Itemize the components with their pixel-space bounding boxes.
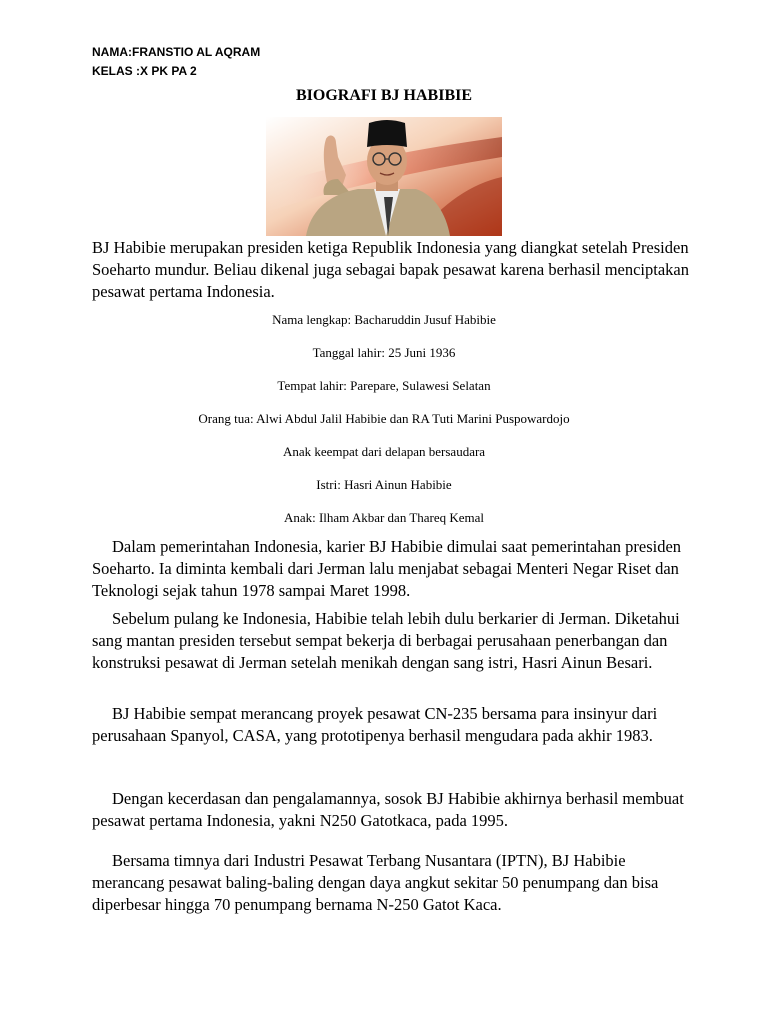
paragraph-cn235: BJ Habibie sempat merancang proyek pesawat CN-235 bersama para insinyur dari perusahaan Spanyol, CASA, yang prototipenya berhasil mengudara pada akhir 1983. [92,704,658,745]
fact-birth-date: Tanggal lahir: 25 Juni 1936 [312,345,456,360]
fact-children: Anak: Ilham Akbar dan Thareq Kemal [283,510,485,525]
fact-siblings: Anak keempat dari delapan bersaudara [282,444,486,459]
student-header [92,43,260,81]
portrait-photo [266,117,502,236]
paragraph-n250: Dengan kecerdasan dan pengalamannya, sosok BJ Habibie akhirnya berhasil membuat pesawat pertama Indonesia, yakni N250 Gatotkaca, pada 1995. [92,789,684,830]
fact-full-name: Nama lengkap: Bacharuddin Jusuf Habibie [272,312,496,327]
fact-parents: Orang tua: Alwi Abdul Jalil Habibie dan RA Tuti Marini Puspowardojo [198,411,570,426]
student-class: KELAS :X PK PA 2 [92,64,197,78]
document-title: BIOGRAFI BJ HABIBIE [295,87,473,104]
paragraph-iptn: Bersama timnya dari Industri Pesawat Terbang Nusantara (IPTN), BJ Habibie merancang pesawat baling-baling dengan daya angkut sekitar 50 penumpang dan bisa diperbesar hingga 70 penumpang bernama N-250 Gatot Kaca. [92,851,659,914]
student-name: NAMA:FRANSTIO AL AQRAM [92,45,261,59]
intro-paragraph: BJ Habibie merupakan presiden ketiga Republik Indonesia yang diangkat setelah Presiden Soeharto mundur. Beliau dikenal juga sebagai bapak pesawat karena berhasil menciptakan pesawat pertama Indonesia. [92,238,689,301]
paragraph-career: Dalam pemerintahan Indonesia, karier BJ Habibie dimulai saat pemerintahan presiden Soeharto. Ia diminta kembali dari Jerman lalu menjabat sebagai Menteri Negar Riset dan Teknologi sejak tahun 1978 sampai Maret 1998. [92,537,682,600]
fact-birth-place: Tempat lahir: Parepare, Sulawesi Selatan [277,378,491,393]
fact-wife: Istri: Hasri Ainun Habibie [316,477,452,492]
paragraph-germany: Sebelum pulang ke Indonesia, Habibie telah lebih dulu berkarier di Jerman. Diketahui sang mantan presiden tersebut sempat bekerja di berbagai perusahaan penerbangan dan konstruksi pesawat di Jerman setelah menikah dengan sang istri, Hasri Ainun Besari. [92,609,680,672]
